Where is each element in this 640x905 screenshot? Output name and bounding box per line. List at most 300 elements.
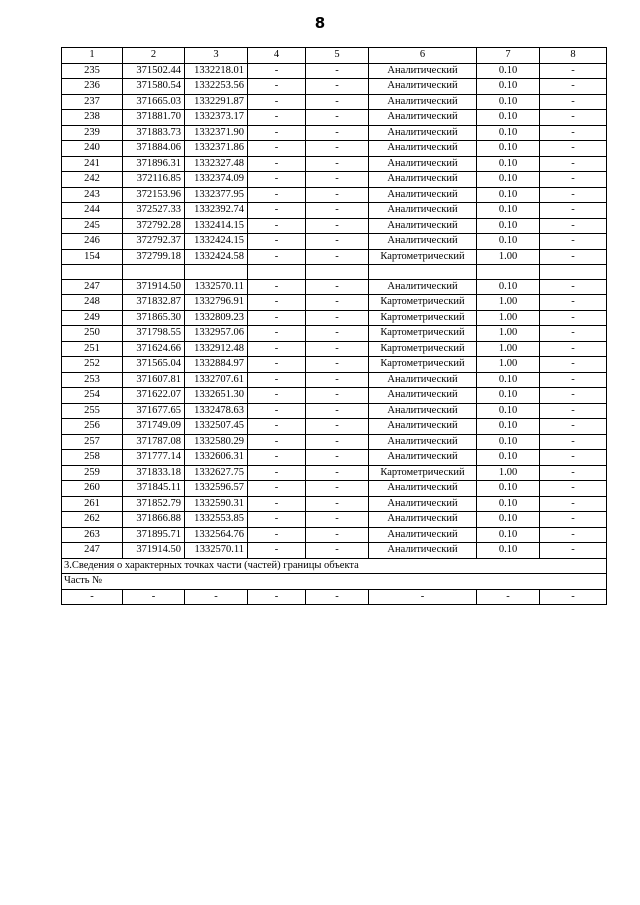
table-cell: 1332414.15 bbox=[185, 218, 248, 234]
table-cell: - bbox=[540, 187, 607, 203]
table-row bbox=[62, 512, 607, 528]
table-cell: 256 bbox=[62, 419, 123, 435]
table-cell: 244 bbox=[62, 203, 123, 219]
table-cell: - bbox=[306, 403, 369, 419]
table-cell: 371845.11 bbox=[123, 481, 185, 497]
table-cell: - bbox=[540, 341, 607, 357]
table-cell: - bbox=[248, 434, 306, 450]
table-cell: Аналитический bbox=[369, 372, 477, 388]
table-cell: 1332912.48 bbox=[185, 341, 248, 357]
table-cell: - bbox=[540, 372, 607, 388]
table-cell: Картометрический bbox=[369, 249, 477, 265]
table-cell: - bbox=[306, 218, 369, 234]
table-row bbox=[62, 434, 607, 450]
table-row bbox=[62, 310, 607, 326]
table-cell: Аналитический bbox=[369, 125, 477, 141]
table-cell: - bbox=[306, 326, 369, 342]
table-cell: 5 bbox=[306, 48, 369, 64]
table-cell: - bbox=[306, 249, 369, 265]
table-cell: - bbox=[248, 279, 306, 295]
table-cell: - bbox=[540, 249, 607, 265]
table-cell: - bbox=[306, 110, 369, 126]
table-cell: Аналитический bbox=[369, 110, 477, 126]
table-cell: - bbox=[540, 295, 607, 311]
table-cell: - bbox=[248, 403, 306, 419]
table-cell: 0.10 bbox=[477, 125, 540, 141]
table-cell: 247 bbox=[62, 543, 123, 559]
table-cell: Картометрический bbox=[369, 310, 477, 326]
table-cell: 249 bbox=[62, 310, 123, 326]
table-cell: 1332291.87 bbox=[185, 94, 248, 110]
table-cell: Аналитический bbox=[369, 450, 477, 466]
table-cell: 371884.06 bbox=[123, 141, 185, 157]
table-cell: - bbox=[248, 496, 306, 512]
table-cell: - bbox=[248, 234, 306, 250]
table-cell: - bbox=[540, 543, 607, 559]
table-cell: - bbox=[306, 79, 369, 95]
table-cell: 0.10 bbox=[477, 388, 540, 404]
table-cell: - bbox=[540, 512, 607, 528]
table-row bbox=[62, 465, 607, 481]
table-row bbox=[62, 203, 607, 219]
table-cell: - bbox=[248, 218, 306, 234]
table-cell: Аналитический bbox=[369, 543, 477, 559]
table-cell: 245 bbox=[62, 218, 123, 234]
table-cell: 1.00 bbox=[477, 295, 540, 311]
table-cell: - bbox=[306, 450, 369, 466]
table-cell: 371622.07 bbox=[123, 388, 185, 404]
table-cell bbox=[123, 265, 185, 280]
page-number: 8 bbox=[314, 14, 326, 32]
table-cell: - bbox=[540, 450, 607, 466]
table-cell: 246 bbox=[62, 234, 123, 250]
table-cell: 371914.50 bbox=[123, 543, 185, 559]
table-cell: 371895.71 bbox=[123, 527, 185, 543]
table-cell: 1332809.23 bbox=[185, 310, 248, 326]
table-cell: 263 bbox=[62, 527, 123, 543]
table-row bbox=[62, 79, 607, 95]
table-cell: - bbox=[306, 419, 369, 435]
table-cell: 371624.66 bbox=[123, 341, 185, 357]
table-cell: 371881.70 bbox=[123, 110, 185, 126]
table-row bbox=[62, 295, 607, 311]
table-cell: 1332627.75 bbox=[185, 465, 248, 481]
table-cell: 1332218.01 bbox=[185, 63, 248, 79]
table-cell: Аналитический bbox=[369, 141, 477, 157]
table-cell: - bbox=[540, 403, 607, 419]
table-cell: 0.10 bbox=[477, 481, 540, 497]
table-cell: 371565.04 bbox=[123, 357, 185, 373]
table-row bbox=[62, 279, 607, 295]
table-cell: Аналитический bbox=[369, 403, 477, 419]
section-title-text: 3.Сведения о характерных точках части (частей) границы объекта bbox=[62, 558, 607, 574]
table-cell: - bbox=[248, 125, 306, 141]
table-cell: 1332570.11 bbox=[185, 279, 248, 295]
table-cell: 371502.44 bbox=[123, 63, 185, 79]
table-cell: Аналитический bbox=[369, 527, 477, 543]
table-cell: - bbox=[540, 94, 607, 110]
table-cell: 252 bbox=[62, 357, 123, 373]
table-cell: - bbox=[306, 496, 369, 512]
table-cell: 371833.18 bbox=[123, 465, 185, 481]
table-cell: 371865.30 bbox=[123, 310, 185, 326]
table-cell: - bbox=[306, 357, 369, 373]
table-cell: 0.10 bbox=[477, 141, 540, 157]
table-cell: 1332371.86 bbox=[185, 141, 248, 157]
table-cell: - bbox=[248, 372, 306, 388]
table-cell: - bbox=[306, 512, 369, 528]
table-cell: - bbox=[540, 63, 607, 79]
table-row bbox=[62, 141, 607, 157]
table-cell: 1332424.58 bbox=[185, 249, 248, 265]
table-cell: Аналитический bbox=[369, 496, 477, 512]
table-cell: - bbox=[306, 94, 369, 110]
table-cell: - bbox=[540, 527, 607, 543]
table-cell: 371665.03 bbox=[123, 94, 185, 110]
table-cell: - bbox=[306, 63, 369, 79]
table-cell: - bbox=[306, 527, 369, 543]
table-row bbox=[62, 527, 607, 543]
table-cell: - bbox=[306, 434, 369, 450]
table-cell: 258 bbox=[62, 450, 123, 466]
table-cell: 243 bbox=[62, 187, 123, 203]
table-cell: - bbox=[248, 249, 306, 265]
table-cell: - bbox=[306, 156, 369, 172]
table-cell: 251 bbox=[62, 341, 123, 357]
table-row bbox=[62, 110, 607, 126]
table-cell: - bbox=[248, 172, 306, 188]
table-cell: 371787.08 bbox=[123, 434, 185, 450]
table-cell: 1332884.97 bbox=[185, 357, 248, 373]
table-cell: - bbox=[306, 465, 369, 481]
table-cell: 0.10 bbox=[477, 110, 540, 126]
table-cell: 0.10 bbox=[477, 372, 540, 388]
table-row bbox=[62, 125, 607, 141]
table-cell bbox=[477, 265, 540, 280]
section-title bbox=[62, 558, 607, 574]
table-row bbox=[62, 156, 607, 172]
table-cell: Аналитический bbox=[369, 434, 477, 450]
table-cell: 371883.73 bbox=[123, 125, 185, 141]
table-row bbox=[62, 357, 607, 373]
table-cell: 1332796.91 bbox=[185, 295, 248, 311]
table-row bbox=[62, 481, 607, 497]
table-cell: 1332327.48 bbox=[185, 156, 248, 172]
table-cell: - bbox=[248, 465, 306, 481]
table-row bbox=[62, 388, 607, 404]
table-cell: 1332424.15 bbox=[185, 234, 248, 250]
table-cell: 237 bbox=[62, 94, 123, 110]
table-cell: 0.10 bbox=[477, 156, 540, 172]
table-cell: 7 bbox=[477, 48, 540, 64]
table-cell: 371798.55 bbox=[123, 326, 185, 342]
table-cell: 0.10 bbox=[477, 203, 540, 219]
table-row bbox=[62, 372, 607, 388]
table-cell: Аналитический bbox=[369, 203, 477, 219]
table-cell: 371896.31 bbox=[123, 156, 185, 172]
table-cell: - bbox=[306, 543, 369, 559]
table-cell: Аналитический bbox=[369, 388, 477, 404]
table-cell: 0.10 bbox=[477, 234, 540, 250]
table-cell: 371914.50 bbox=[123, 279, 185, 295]
table-row bbox=[62, 450, 607, 466]
table-cell: 0.10 bbox=[477, 187, 540, 203]
table-cell: Картометрический bbox=[369, 341, 477, 357]
table-row bbox=[62, 419, 607, 435]
table-cell: 371677.65 bbox=[123, 403, 185, 419]
table-cell: Картометрический bbox=[369, 295, 477, 311]
part-row bbox=[62, 589, 607, 605]
table-cell: - bbox=[540, 434, 607, 450]
table-cell: - bbox=[248, 156, 306, 172]
table-cell: 371866.88 bbox=[123, 512, 185, 528]
table-cell: - bbox=[306, 203, 369, 219]
table-row bbox=[62, 63, 607, 79]
table-cell: 372792.37 bbox=[123, 234, 185, 250]
table-cell bbox=[306, 265, 369, 280]
table-cell: 253 bbox=[62, 372, 123, 388]
table-cell: - bbox=[306, 172, 369, 188]
table-cell: - bbox=[540, 125, 607, 141]
table-cell: 1.00 bbox=[477, 341, 540, 357]
table-cell: 372153.96 bbox=[123, 187, 185, 203]
table-cell: - bbox=[306, 341, 369, 357]
table-cell: - bbox=[540, 496, 607, 512]
table-cell: 248 bbox=[62, 295, 123, 311]
table-cell: Картометрический bbox=[369, 357, 477, 373]
table-cell: 1332707.61 bbox=[185, 372, 248, 388]
table-cell: Аналитический bbox=[369, 512, 477, 528]
table-cell: Аналитический bbox=[369, 63, 477, 79]
table-cell: - bbox=[185, 589, 248, 605]
table-cell: 0.10 bbox=[477, 172, 540, 188]
table-cell: Картометрический bbox=[369, 326, 477, 342]
table-cell: - bbox=[306, 481, 369, 497]
table-cell bbox=[369, 265, 477, 280]
table-cell: - bbox=[306, 589, 369, 605]
table-cell: - bbox=[306, 295, 369, 311]
table-row bbox=[62, 326, 607, 342]
table-cell: - bbox=[248, 481, 306, 497]
table-cell: - bbox=[248, 203, 306, 219]
table-cell: 241 bbox=[62, 156, 123, 172]
table-cell: - bbox=[248, 543, 306, 559]
table-cell: - bbox=[306, 187, 369, 203]
table-cell: 371852.79 bbox=[123, 496, 185, 512]
table-cell: 1332374.09 bbox=[185, 172, 248, 188]
table-cell bbox=[248, 265, 306, 280]
table-row bbox=[62, 403, 607, 419]
table-cell: - bbox=[248, 512, 306, 528]
table-cell: 0.10 bbox=[477, 94, 540, 110]
table-row-empty bbox=[62, 265, 607, 280]
table-cell: Аналитический bbox=[369, 279, 477, 295]
table-cell: 0.10 bbox=[477, 543, 540, 559]
table-cell: 371777.14 bbox=[123, 450, 185, 466]
table-cell: Картометрический bbox=[369, 465, 477, 481]
table-cell: - bbox=[248, 79, 306, 95]
table-cell: 259 bbox=[62, 465, 123, 481]
table-cell: 257 bbox=[62, 434, 123, 450]
table-row bbox=[62, 94, 607, 110]
table-cell: - bbox=[62, 589, 123, 605]
table-cell: 1.00 bbox=[477, 465, 540, 481]
table-cell: - bbox=[248, 94, 306, 110]
table-cell: 372799.18 bbox=[123, 249, 185, 265]
table-cell: 239 bbox=[62, 125, 123, 141]
table-cell: - bbox=[248, 310, 306, 326]
table-cell: - bbox=[540, 310, 607, 326]
table-cell: - bbox=[306, 234, 369, 250]
table-cell: - bbox=[477, 589, 540, 605]
table-cell: 1332596.57 bbox=[185, 481, 248, 497]
table-cell: 1.00 bbox=[477, 310, 540, 326]
table-cell: 1.00 bbox=[477, 326, 540, 342]
table-cell: 0.10 bbox=[477, 79, 540, 95]
table-cell: 240 bbox=[62, 141, 123, 157]
table-cell: Аналитический bbox=[369, 172, 477, 188]
table-cell: Аналитический bbox=[369, 79, 477, 95]
table-cell: - bbox=[306, 279, 369, 295]
table-cell: Аналитический bbox=[369, 481, 477, 497]
table-cell: 6 bbox=[369, 48, 477, 64]
table-row bbox=[62, 234, 607, 250]
table-cell: - bbox=[540, 481, 607, 497]
part-label-text: Часть № bbox=[62, 574, 607, 590]
table-cell: 372116.85 bbox=[123, 172, 185, 188]
table-cell: 3 bbox=[185, 48, 248, 64]
table-cell: - bbox=[248, 450, 306, 466]
table-cell: Аналитический bbox=[369, 234, 477, 250]
table-cell bbox=[540, 265, 607, 280]
table-cell: 1332507.45 bbox=[185, 419, 248, 435]
table-cell: - bbox=[540, 156, 607, 172]
table-cell: - bbox=[540, 419, 607, 435]
table-cell: 2 bbox=[123, 48, 185, 64]
table-cell: - bbox=[540, 326, 607, 342]
table-cell: - bbox=[248, 419, 306, 435]
table-cell: 371832.87 bbox=[123, 295, 185, 311]
table-cell: 262 bbox=[62, 512, 123, 528]
table-cell: - bbox=[540, 172, 607, 188]
table-cell: 1332651.30 bbox=[185, 388, 248, 404]
table-cell: - bbox=[540, 110, 607, 126]
table-cell: 0.10 bbox=[477, 63, 540, 79]
table-cell: - bbox=[306, 388, 369, 404]
table-cell: - bbox=[248, 341, 306, 357]
table-cell: 1332373.17 bbox=[185, 110, 248, 126]
table-cell: 1332371.90 bbox=[185, 125, 248, 141]
table-cell: 1332957.06 bbox=[185, 326, 248, 342]
table-cell: - bbox=[369, 589, 477, 605]
table-cell: 4 bbox=[248, 48, 306, 64]
table-cell: - bbox=[248, 110, 306, 126]
table-cell: 1 bbox=[62, 48, 123, 64]
table-cell: 1.00 bbox=[477, 249, 540, 265]
table-cell: 1332377.95 bbox=[185, 187, 248, 203]
part-label bbox=[62, 574, 607, 590]
table-cell: - bbox=[248, 63, 306, 79]
table-row bbox=[62, 496, 607, 512]
table-cell: 260 bbox=[62, 481, 123, 497]
table-cell: 0.10 bbox=[477, 450, 540, 466]
table-cell: - bbox=[540, 465, 607, 481]
table-cell: - bbox=[540, 234, 607, 250]
table-cell: 372792.28 bbox=[123, 218, 185, 234]
table-cell: 0.10 bbox=[477, 496, 540, 512]
table-cell: - bbox=[306, 141, 369, 157]
table-cell: - bbox=[248, 326, 306, 342]
table-cell: Аналитический bbox=[369, 156, 477, 172]
table-cell: 235 bbox=[62, 63, 123, 79]
table-cell: 1.00 bbox=[477, 357, 540, 373]
table-cell: - bbox=[540, 141, 607, 157]
table-cell: 372527.33 bbox=[123, 203, 185, 219]
table-cell: 255 bbox=[62, 403, 123, 419]
table-cell: 250 bbox=[62, 326, 123, 342]
table-cell: - bbox=[248, 187, 306, 203]
boundary-points-table bbox=[61, 47, 607, 605]
table-row bbox=[62, 187, 607, 203]
table-cell: - bbox=[540, 357, 607, 373]
table-cell: 8 bbox=[540, 48, 607, 64]
table-row bbox=[62, 543, 607, 559]
table-cell: - bbox=[248, 589, 306, 605]
table-row bbox=[62, 249, 607, 265]
table-cell: 1332570.11 bbox=[185, 543, 248, 559]
table-cell: 0.10 bbox=[477, 512, 540, 528]
table-cell: 236 bbox=[62, 79, 123, 95]
table-cell: 1332580.29 bbox=[185, 434, 248, 450]
table-cell: 1332392.74 bbox=[185, 203, 248, 219]
table-cell: - bbox=[540, 388, 607, 404]
table-cell: 0.10 bbox=[477, 403, 540, 419]
table-cell: Аналитический bbox=[369, 419, 477, 435]
table-cell bbox=[185, 265, 248, 280]
table-cell bbox=[62, 265, 123, 280]
table-cell: 0.10 bbox=[477, 419, 540, 435]
table-cell: - bbox=[540, 218, 607, 234]
table-cell: - bbox=[306, 125, 369, 141]
table-cell: - bbox=[540, 279, 607, 295]
table-cell: 1332606.31 bbox=[185, 450, 248, 466]
table-cell: 0.10 bbox=[477, 218, 540, 234]
table-cell: 1332564.76 bbox=[185, 527, 248, 543]
table-header-row bbox=[62, 48, 607, 64]
table-cell: 242 bbox=[62, 172, 123, 188]
table-cell: Аналитический bbox=[369, 218, 477, 234]
table-cell: 0.10 bbox=[477, 527, 540, 543]
table-row bbox=[62, 341, 607, 357]
table-cell: 254 bbox=[62, 388, 123, 404]
table-cell: 261 bbox=[62, 496, 123, 512]
table-cell: - bbox=[306, 310, 369, 326]
table-cell: 0.10 bbox=[477, 279, 540, 295]
table-cell: - bbox=[540, 203, 607, 219]
table-cell: 238 bbox=[62, 110, 123, 126]
table-cell: 1332553.85 bbox=[185, 512, 248, 528]
table-cell: - bbox=[248, 527, 306, 543]
table-cell: 247 bbox=[62, 279, 123, 295]
table-cell: - bbox=[540, 79, 607, 95]
table-cell: - bbox=[306, 372, 369, 388]
table-cell: 371580.54 bbox=[123, 79, 185, 95]
table-cell: - bbox=[248, 295, 306, 311]
table-cell: 154 bbox=[62, 249, 123, 265]
table-cell: - bbox=[248, 141, 306, 157]
table-cell: - bbox=[248, 388, 306, 404]
table-cell: - bbox=[248, 357, 306, 373]
